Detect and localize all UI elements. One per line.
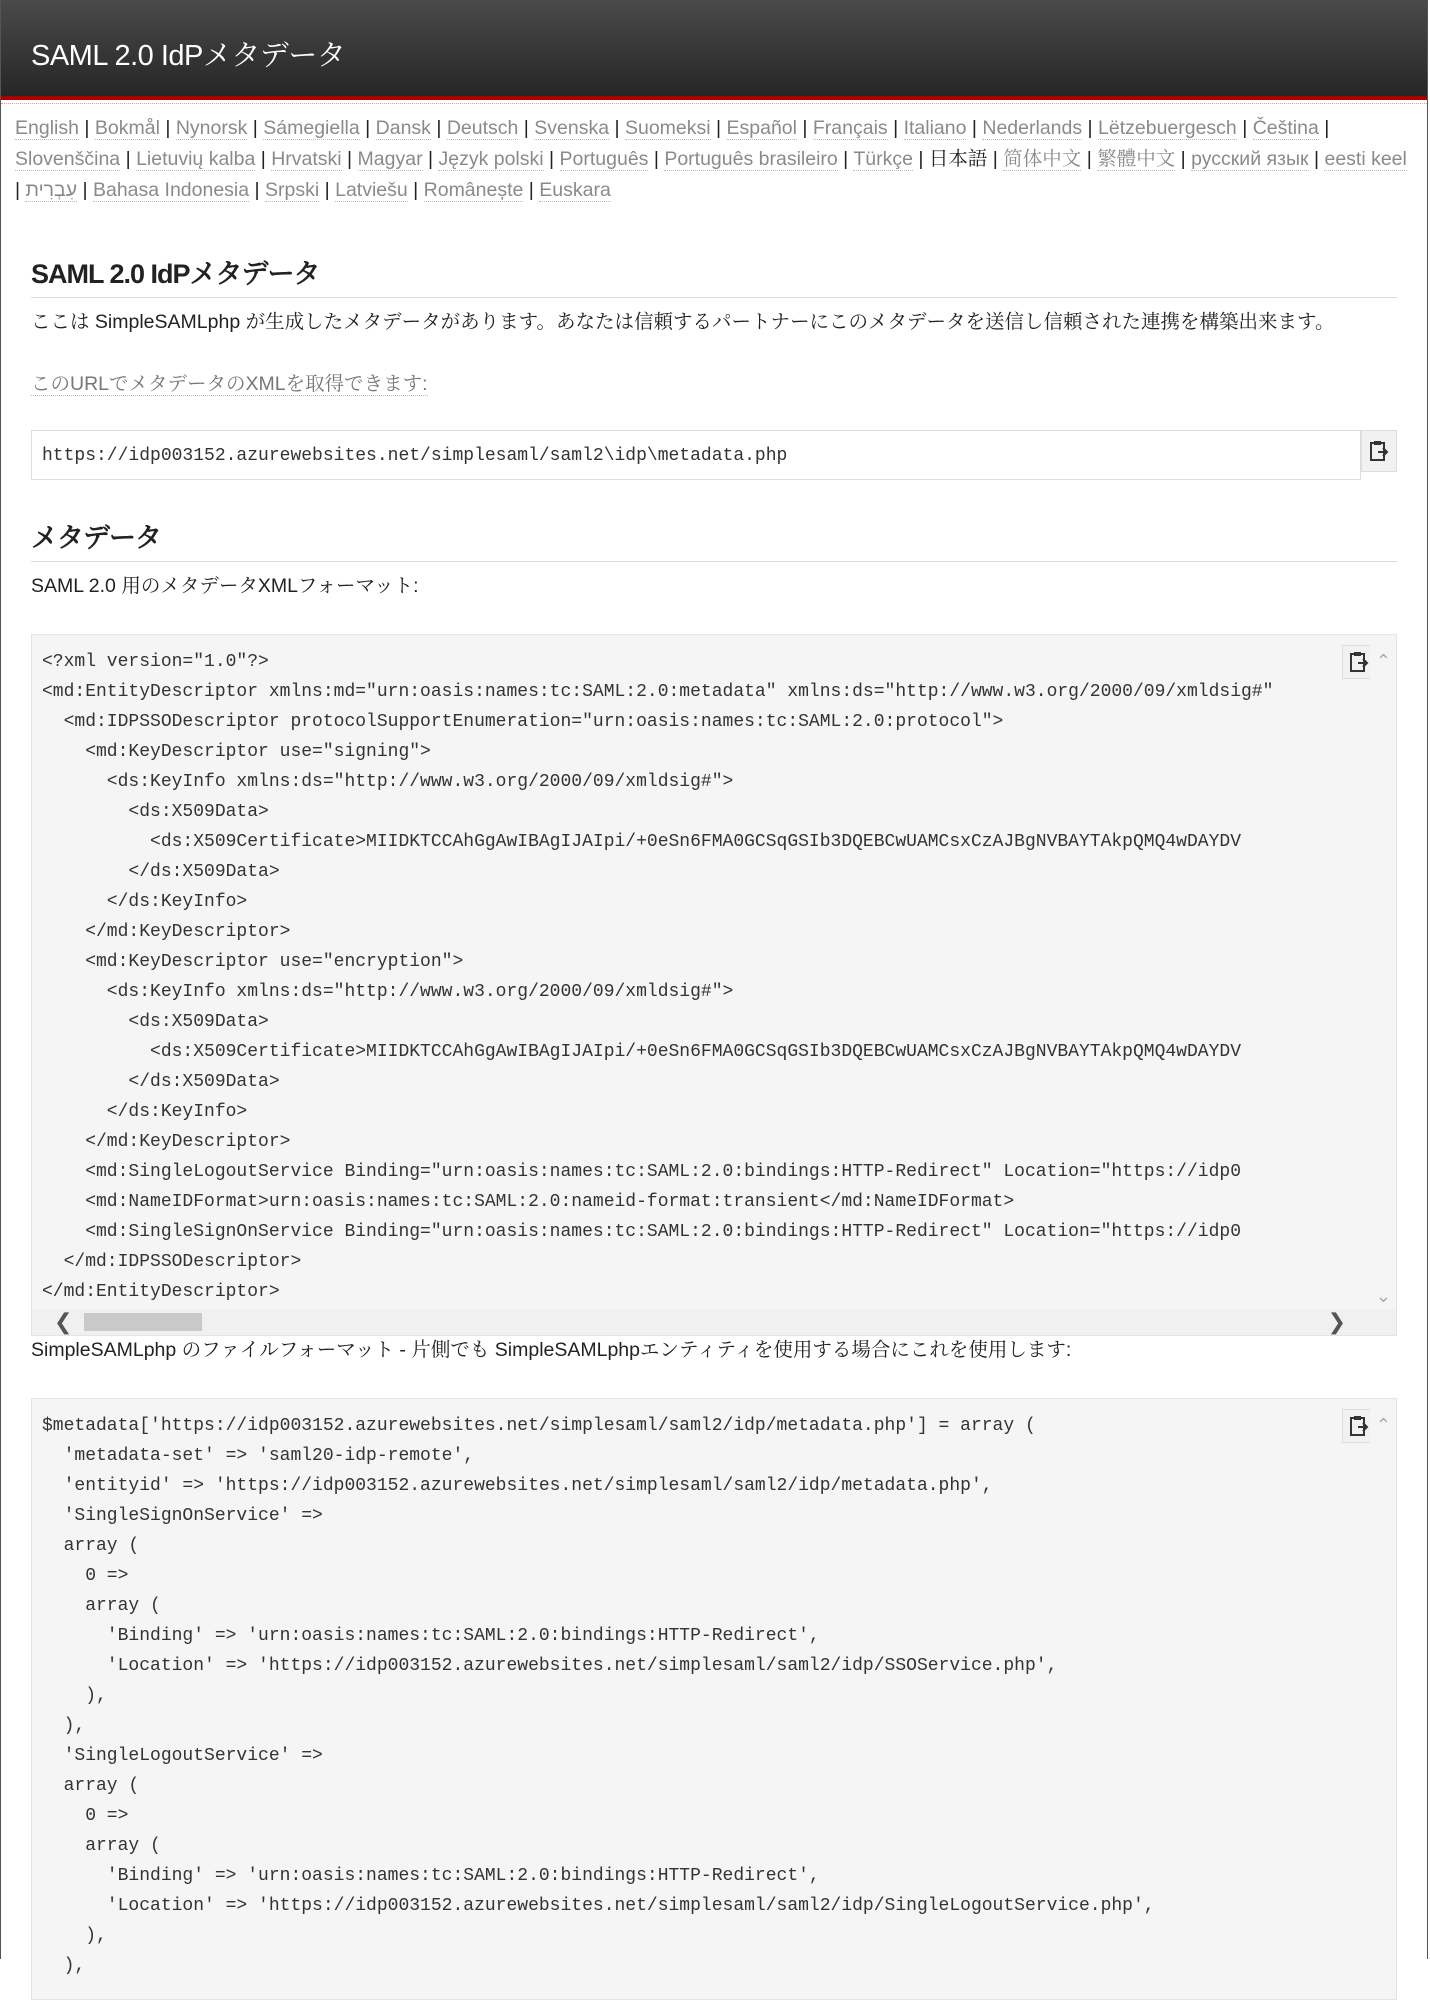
- page-header-title: SAML 2.0 IdPメタデータ: [31, 40, 346, 72]
- language-separator: |: [359, 117, 376, 139]
- language-separator: |: [247, 117, 264, 139]
- language-separator: |: [1081, 148, 1098, 170]
- language-separator: |: [1175, 148, 1192, 170]
- xml-metadata-box[interactable]: [31, 634, 1397, 1336]
- language-separator: |: [912, 148, 929, 170]
- language-separator: |: [15, 179, 26, 201]
- chevron-up-icon[interactable]: ⌃: [1375, 1415, 1391, 1435]
- language-link[interactable]: Bahasa Indonesia: [92, 179, 250, 201]
- language-link[interactable]: Sámegiella: [263, 117, 360, 139]
- xml-horizontal-scrollbar[interactable]: [32, 1309, 1396, 1335]
- language-link[interactable]: Lietuvių kalba: [136, 148, 256, 170]
- language-separator: |: [255, 148, 272, 170]
- clipboard-copy-icon: [1369, 440, 1389, 462]
- xml-metadata-code[interactable]: <?xml version="1.0"?> <md:EntityDescriptor xmlns:md="urn:oasis:names:tc:SAML:2.0:metadata" xmlns:ds="http://www.w3.org/2000/09/xmldsig#" <md:IDPSSODescriptor protocolSupportEnumeration="urn:oasis:names:tc:SAML:2.0:protocol"> <md:KeyDescriptor use="signing"> <ds:KeyInfo xmlns:ds="http://www.w3.org/2000/09/xmldsig#"> <ds:X509Data> <ds:X509Certificate>MIIDKTCCAhGgAwIBAgIJAIpi/+0eSn6FMA0GCSqGSIb3DQEBCwUAMCsxCzAJBgNVBAYTAkpQMQ4wDAYDV </ds:X509Data> </ds:KeyInfo> </md:KeyDescriptor> <md:KeyDescriptor use="encryption"> <ds:KeyInfo xmlns:ds="http://www.w3.org/2000/09/xmldsig#"> <ds:X509Data> <ds:X509Certificate>MIIDKTCCAhGgAwIBAgIJAIpi/+0eSn6FMA0GCSqGSIb3DQEBCwUAMCsxCzAJBgNVBAYTAkpQMQ4wDAYDV </ds:X509Data> </ds:KeyInfo> </md:KeyDescriptor> <md:SingleLogoutService Binding="urn:oasis:names:tc:SAML:2.0:bindings:HTTP-Redirect" Location="https://idp0 <md:NameIDFormat>urn:oasis:names:tc:SAML:2.0:nameid-format:transient</md:NameIDFormat> <md:SingleSignOnService Binding="urn:oasis:names:tc:SAML:2.0:bindings:HTTP-Redirect" Location="https://idp0 </md:IDPSSODescriptor> </md:EntityDescriptor>: [42, 652, 1274, 1302]
- language-link[interactable]: русский язык: [1191, 148, 1309, 170]
- url-hint[interactable]: [31, 368, 1397, 396]
- php-format-label: SimpleSAMLphp のファイルフォーマット - 片側でも SimpleSAMLphpエンティティを使用する場合にこれを使用します:: [31, 1339, 1072, 1361]
- xml-vertical-scrollbar[interactable]: [1370, 635, 1396, 1309]
- language-link[interactable]: English: [15, 117, 79, 139]
- language-separator: |: [407, 179, 424, 201]
- language-link[interactable]: Português: [559, 148, 649, 170]
- language-link[interactable]: Język polski: [438, 148, 544, 170]
- language-separator: |: [796, 117, 813, 139]
- language-separator: |: [837, 148, 854, 170]
- language-link[interactable]: Suomeksi: [624, 117, 711, 139]
- metadata-heading: メタデータ: [31, 516, 1397, 562]
- language-link[interactable]: eesti keel: [1324, 148, 1407, 170]
- language-separator: |: [648, 148, 665, 170]
- scrollbar-thumb[interactable]: [84, 1313, 202, 1331]
- language-link[interactable]: Čeština: [1252, 117, 1319, 139]
- language-link[interactable]: Español: [726, 117, 797, 139]
- php-metadata-box[interactable]: [31, 1398, 1397, 2000]
- page-title: SAML 2.0 IdPメタデータ: [31, 252, 1397, 298]
- metadata-url-box: [31, 430, 1397, 482]
- language-link[interactable]: Slovenščina: [15, 148, 121, 170]
- language-separator: |: [249, 179, 265, 201]
- php-metadata-code[interactable]: $metadata['https://idp003152.azurewebsites.net/simplesaml/saml2/idp/metadata.php'] = array ( 'metadata-set' => 'saml20-idp-remote', 'entityid' => 'https://idp003152.azurewebsites.net/simplesaml/saml2/idp/metadata.php', 'SingleSignOnService' => array ( 0 => array ( 'Binding' => 'urn:oasis:names:tc:SAML:2.0:bindings:HTTP-Redirect', 'Location' => 'https://idp003152.azurewebsites.net/simplesaml/saml2/idp/SSOService.php', ), ), 'SingleLogoutService' => array ( 0 => array ( 'Binding' => 'urn:oasis:names:tc:SAML:2.0:bindings:HTTP-Redirect', 'Location' => 'https://idp003152.azurewebsites.net/simplesaml/saml2/idp/SingleLogoutService.php', ), ),: [42, 1416, 1155, 1976]
- language-separator: |: [523, 179, 540, 201]
- language-link[interactable]: Português brasileiro: [664, 148, 838, 170]
- language-link[interactable]: 繁體中文: [1097, 148, 1176, 170]
- language-separator: |: [159, 117, 176, 139]
- language-link[interactable]: Dansk: [375, 117, 431, 139]
- chevron-down-icon[interactable]: ⌄: [1375, 1286, 1391, 1306]
- main-content: [1, 252, 1427, 2000]
- language-separator: |: [319, 179, 336, 201]
- language-link[interactable]: Hrvatski: [271, 148, 342, 170]
- clipboard-copy-icon: [1349, 1415, 1369, 1437]
- language-link[interactable]: Bokmål: [94, 117, 160, 139]
- language-separator: |: [543, 148, 560, 170]
- language-link[interactable]: 简体中文: [1003, 148, 1082, 170]
- xml-format-label: SAML 2.0 用のメタデータXMLフォーマット:: [31, 575, 419, 597]
- language-separator: |: [341, 148, 358, 170]
- language-link[interactable]: Euskara: [539, 179, 611, 201]
- metadata-url-field[interactable]: https://idp003152.azurewebsites.net/simplesaml/saml2\idp\metadata.php: [31, 430, 1361, 480]
- language-separator: |: [1318, 117, 1330, 139]
- language-separator: |: [966, 117, 983, 139]
- language-separator: |: [430, 117, 447, 139]
- language-link[interactable]: Deutsch: [446, 117, 519, 139]
- clipboard-copy-icon: [1349, 651, 1369, 673]
- language-bar: [1, 100, 1427, 206]
- language-link[interactable]: Srpski: [265, 179, 320, 201]
- language-link[interactable]: Românește: [423, 179, 524, 201]
- language-separator: |: [1082, 117, 1099, 139]
- language-separator: |: [518, 117, 535, 139]
- language-separator: |: [710, 117, 727, 139]
- copy-url-button[interactable]: [1361, 430, 1397, 472]
- chevron-right-icon[interactable]: ❯: [1327, 1309, 1346, 1334]
- language-link[interactable]: Italiano: [903, 117, 967, 139]
- language-separator: |: [609, 117, 625, 139]
- language-separator: |: [120, 148, 137, 170]
- language-separator: |: [987, 148, 1004, 170]
- language-separator: |: [887, 117, 904, 139]
- header-bar: [1, 0, 1427, 100]
- language-link[interactable]: Türkçe: [853, 148, 913, 170]
- language-link[interactable]: Français: [812, 117, 888, 139]
- language-link[interactable]: Magyar: [357, 148, 423, 170]
- language-link[interactable]: עִבְרִית: [25, 179, 78, 201]
- language-separator: |: [422, 148, 439, 170]
- language-link[interactable]: Latviešu: [335, 179, 408, 201]
- language-link[interactable]: Nynorsk: [175, 117, 248, 139]
- language-separator: |: [78, 117, 95, 139]
- language-link[interactable]: Nederlands: [982, 117, 1083, 139]
- language-link[interactable]: Svenska: [534, 117, 610, 139]
- language-separator: |: [1236, 117, 1253, 139]
- intro-text: ここは SimpleSAMLphp が生成したメタデータがあります。あなたは信頼するパートナーにこのメタデータを送信し信頼された連携を構築出来ます。: [31, 311, 1335, 333]
- language-link[interactable]: Lëtzebuergesch: [1098, 117, 1237, 139]
- url-hint-label[interactable]: このURLでメタデータのXMLを取得できます:: [31, 373, 428, 395]
- chevron-up-icon[interactable]: ⌃: [1375, 651, 1391, 671]
- php-vertical-scrollbar[interactable]: [1370, 1399, 1396, 1999]
- language-separator: |: [1308, 148, 1325, 170]
- chevron-left-icon[interactable]: ❮: [54, 1309, 73, 1334]
- language-current: 日本語: [928, 148, 988, 170]
- language-separator: |: [77, 179, 93, 201]
